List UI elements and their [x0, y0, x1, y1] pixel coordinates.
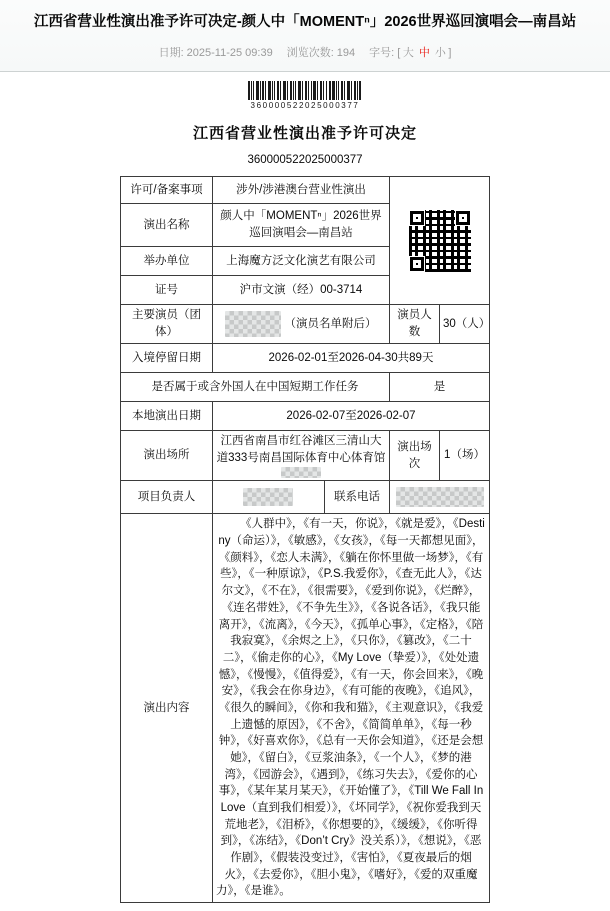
venue-address: 江西省南昌市红谷滩区三清山大道333号南昌国际体育中心体育馆: [216, 435, 386, 464]
performer-count-value: 30（人）: [440, 305, 490, 344]
sessions-label: 演出场次: [390, 431, 440, 481]
manager-label: 项目负责人: [120, 481, 212, 514]
local-date-value: 2026-02-07至2026-02-07: [212, 402, 489, 431]
venue-value: [212, 431, 389, 481]
redacted-performer-name: [225, 311, 281, 337]
fontsize-label-end: ]: [448, 47, 452, 60]
performers-note: （演员名单附后）: [284, 318, 377, 331]
table-row: [120, 431, 489, 481]
name-value: 颜人中「MOMENTⁿ」2026世界巡回演唱会—南昌站: [212, 204, 389, 247]
cert-label: 证号: [120, 276, 212, 305]
table-row: [120, 402, 489, 431]
table-row: [120, 177, 489, 204]
local-date-label: 本地演出日期: [120, 402, 212, 431]
document-number: 360000522025000377: [247, 154, 363, 167]
qr-code-icon: [409, 210, 471, 272]
organizer-label: 举办单位: [120, 247, 212, 276]
venue-label: 演出场所: [120, 431, 212, 481]
date-value: 2025-11-25 09:39: [186, 47, 273, 60]
table-row: [120, 305, 489, 344]
phone-value: [390, 481, 490, 514]
qr-finder-icon: [409, 256, 425, 272]
page-title: 江西省营业性演出准予许可决定-颜人中「MOMENTⁿ」2026世界巡回演唱会—南昌站: [33, 14, 577, 30]
item-label: 许可/备案事项: [120, 177, 212, 204]
sessions-value: 1（场）: [440, 431, 490, 481]
entry-stay-value: 2026-02-01至2026-04-30共89天: [212, 344, 489, 373]
redacted-phone-number: [396, 487, 484, 507]
table-row: [120, 481, 489, 514]
fontsize-small-button[interactable]: 小: [434, 47, 446, 60]
views-value: 194: [336, 47, 356, 60]
qr-finder-icon: [409, 210, 425, 226]
page-header: [0, 0, 610, 72]
name-label: 演出名称: [120, 204, 212, 247]
foreign-work-label: 是否属于或含外国人在中国短期工作任务: [120, 373, 389, 402]
fontsize-medium-button[interactable]: 中: [418, 47, 430, 60]
barcode-number: 360000522025000377: [250, 101, 360, 111]
qr-finder-icon: [455, 210, 471, 226]
redacted-venue-extra: [281, 467, 321, 478]
date-label: 日期:: [158, 47, 184, 60]
content-value: 《人群中》，《有一天，你说》，《就是爱》，《Destiny（命运）》，《敏感》，《女孩》，《每一天都想见面》，《颜料》，《恋人未满》，《躺在你怀里做一场梦》，《有些》，《一种原谅》，《P.S.我爱你》，《查无此人》，《达尔文》，《不在》，《很需要》，《爱到你说》，《烂醉》，《连名带姓》，《不争先生》》，《各说各话》，《我只能离开》，《流离》，《今天》，《孤单心事》，《定格》，《陪我寂寞》，《余烬之上》，《只你》，《篡改》，《二十二》，《偷走你的心》，《My Love（挚爱）》，《处处遗憾》，《慢慢》，《值得爱》，《有一天，你会回来》，《晚安》，《我会在你身边》，《有可能的夜晚》，《追风》，《很久的瞬间》，《你和我和猫》，《主观意识》，《我爱上遗憾的原因》，《不舍》，《简简单单》，《每一秒钟》，《好喜欢你》，《总有一天你会知道》，《还是会想她》，《留白》，《豆浆油条》，《一个人》，《梦的港湾》，《园游会》，《遇到》，《练习失去》，《爱你的心事》，《某年某月某天》，《开始懂了》，《Till We Fall In Love（直到我们相爱）》，《坏同学》，《祝你爱我到天荒地老》，《泪桥》，《你想要的》，《缓缓》，《你听得到》，《冻结》，《Don’t Cry》没关系）》，《想说》，《恶作剧》，《假装没变过》，《害怕》，《夏夜最后的烟火》，《去爱你》，《胆小鬼》，《嗜好》，《爱的双重魔力》，《是谁》。: [212, 514, 489, 902]
content-label: 演出内容: [120, 514, 212, 902]
foreign-work-value: 是: [390, 373, 490, 402]
entry-stay-label: 入境停留日期: [120, 344, 212, 373]
performers-label: 主要演员（团体）: [120, 305, 212, 344]
table-row: [120, 344, 489, 373]
redacted-manager-name: [243, 488, 293, 506]
performers-value: [212, 305, 389, 344]
permit-table: [120, 176, 490, 903]
fontsize-label: 字号: [: [369, 47, 401, 60]
item-value: 涉外/涉港澳台营业性演出: [212, 177, 389, 204]
meta-bar: [8, 44, 602, 65]
table-row: [120, 373, 489, 402]
organizer-value: 上海魔方泛文化演艺有限公司: [212, 247, 389, 276]
phone-label: 联系电话: [324, 481, 389, 514]
manager-value: [212, 481, 324, 514]
fontsize-large-button[interactable]: 大: [402, 47, 414, 60]
table-row: [120, 514, 489, 902]
barcode-icon: [248, 81, 362, 100]
cert-value: 沪市文演（经）00-3714: [212, 276, 389, 305]
views-label: 浏览次数:: [286, 47, 334, 60]
barcode: [0, 81, 610, 110]
document-heading: 江西省营业性演出准予许可决定: [192, 125, 417, 143]
document-body: [0, 72, 610, 903]
performer-count-label: 演员人数: [390, 305, 440, 344]
qr-cell: [390, 177, 490, 305]
